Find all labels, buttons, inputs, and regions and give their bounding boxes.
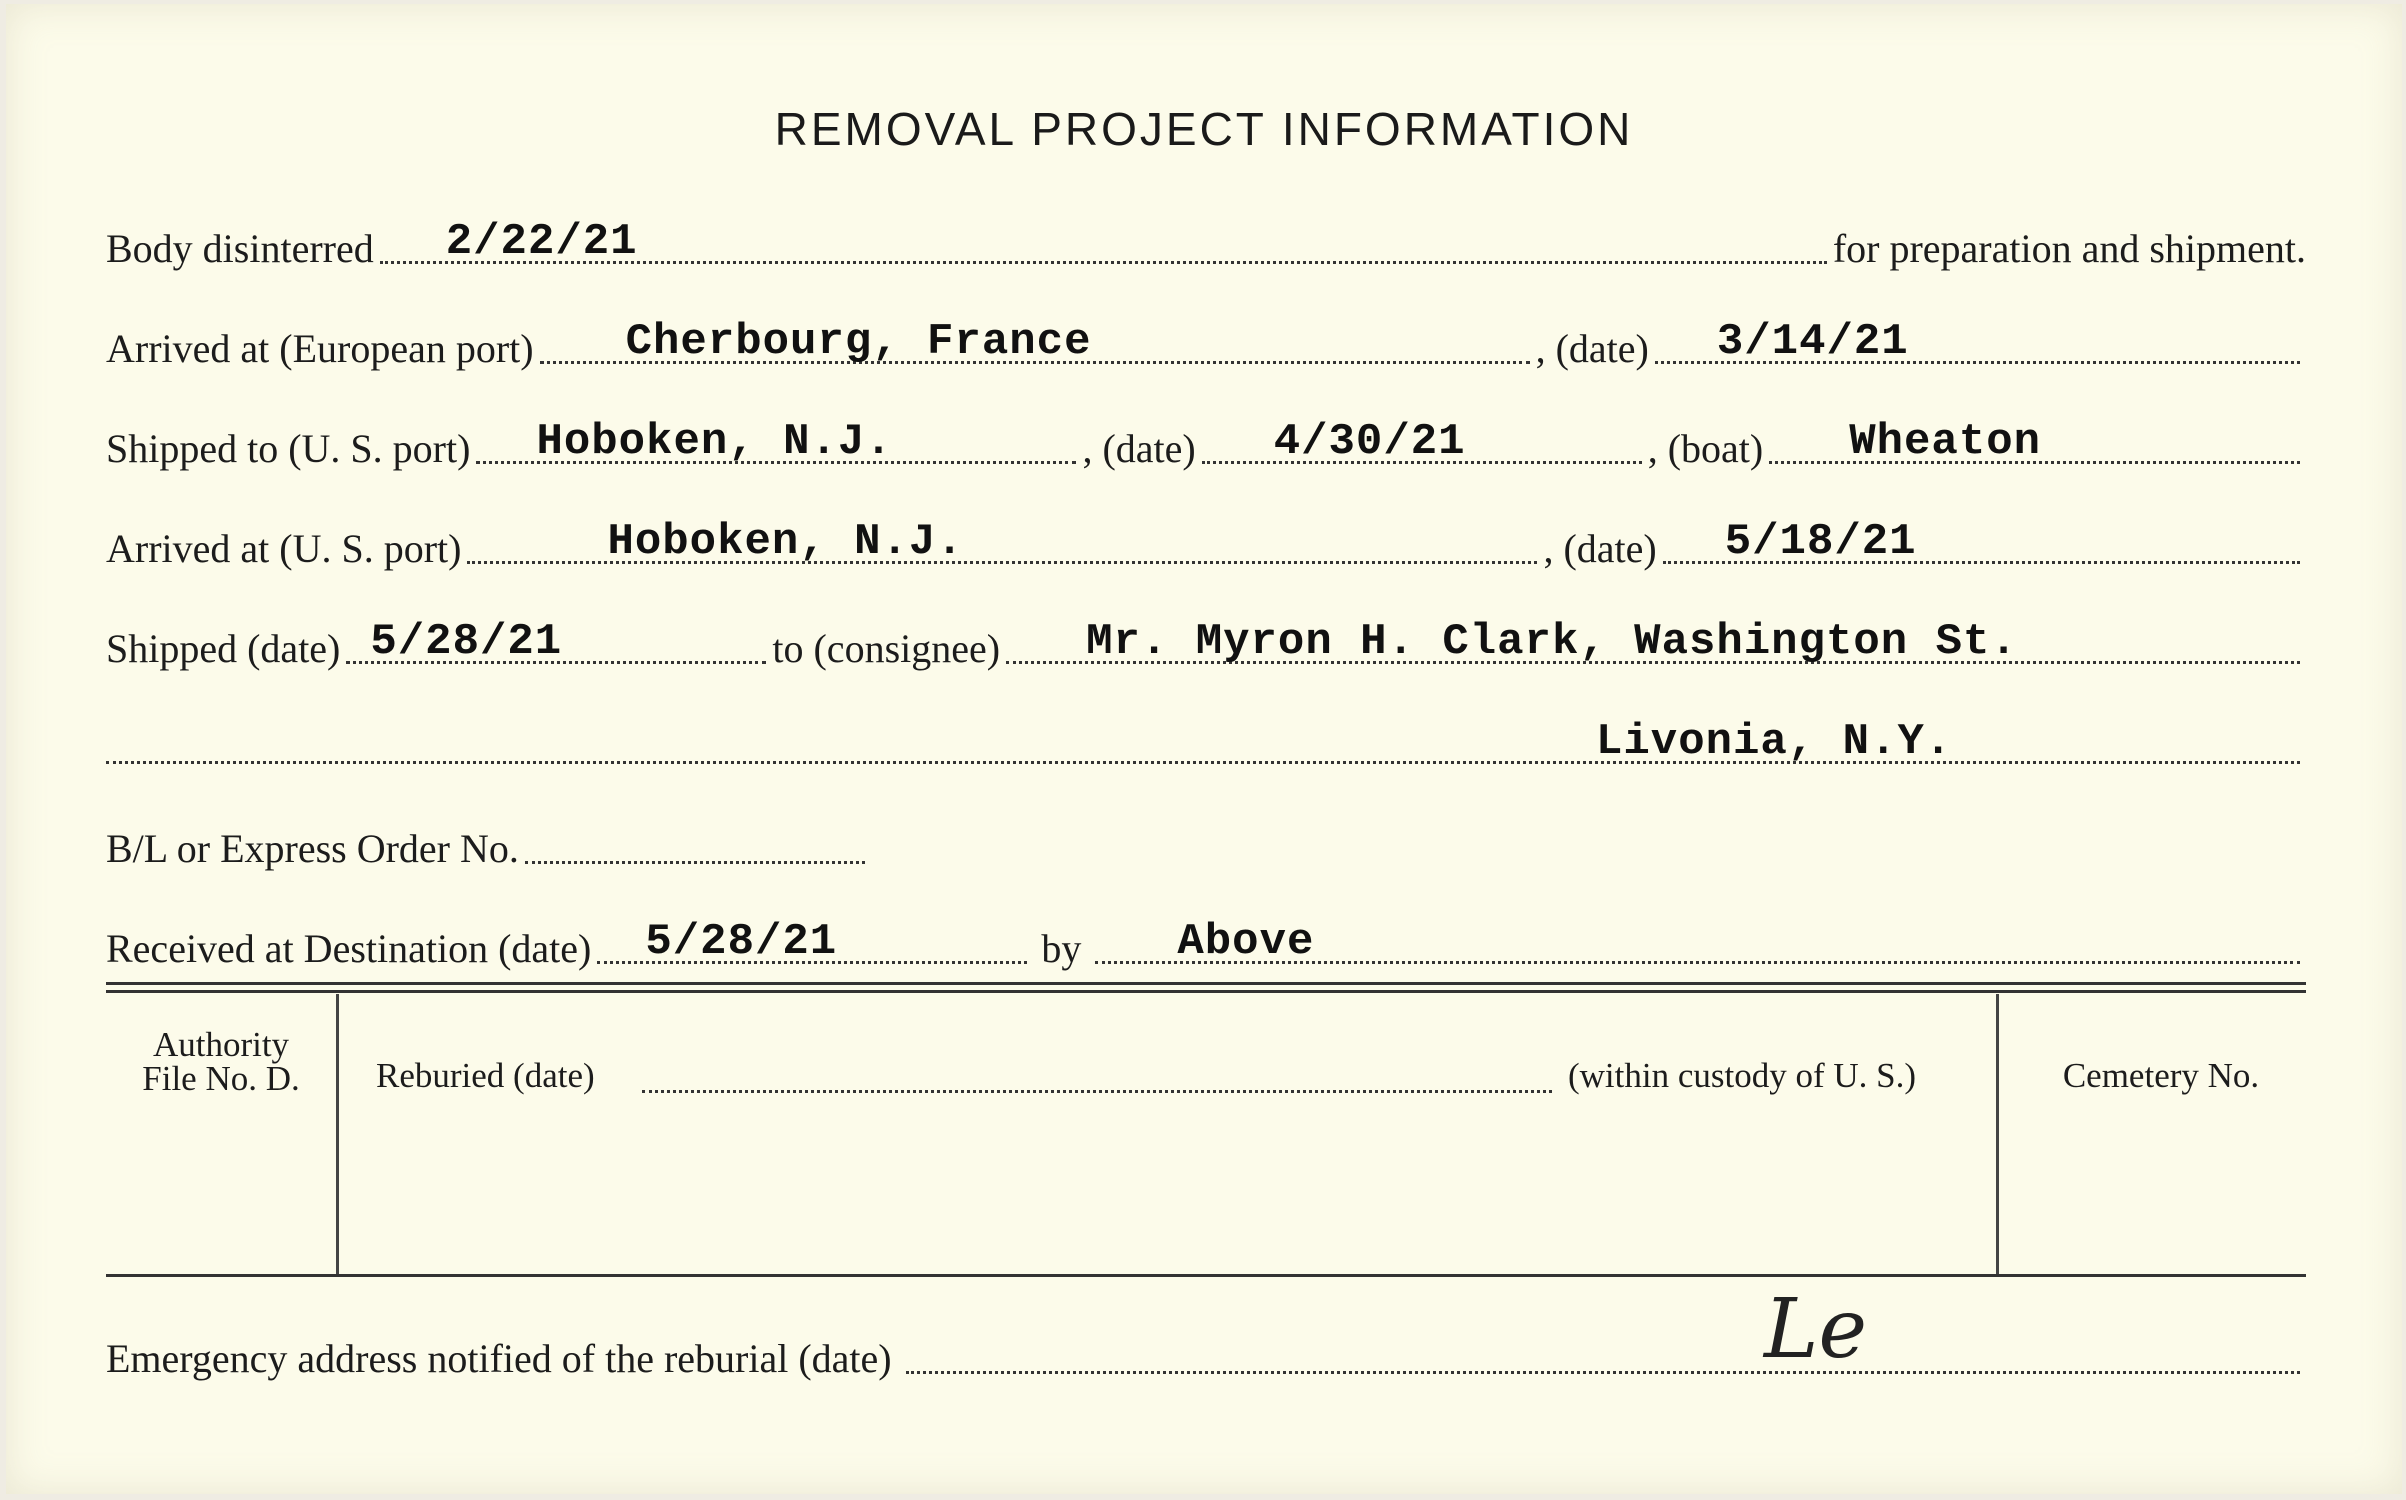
- arrived-european-port-value: Cherbourg, France: [625, 317, 1092, 367]
- received-date-value: 5/28/21: [645, 917, 838, 967]
- consignee-value-line1: Mr. Myron H. Clark, Washington St.: [1086, 617, 2018, 667]
- table-top-rule-2: [106, 990, 2306, 993]
- consignee-field-line1: [1006, 613, 2300, 667]
- table-top-rule-1: [106, 982, 2306, 985]
- custody-label: (within custody of U. S.): [1568, 1056, 1917, 1095]
- received-by-field: [1095, 913, 2300, 967]
- shipped-us-row: [106, 412, 2306, 472]
- table-bottom-rule: [106, 1274, 2306, 1277]
- card-title: REMOVAL PROJECT INFORMATION: [774, 103, 1634, 155]
- arrived-european-date-value: 3/14/21: [1716, 317, 1909, 367]
- shipped-date-field: [346, 613, 766, 667]
- received-by-value: Above: [1177, 917, 1315, 967]
- consignee-field-line2: [106, 713, 2300, 767]
- shipped-us-port-field: [476, 413, 1076, 467]
- arrived-european-port-field: [540, 313, 1530, 367]
- arrived-us-row: [106, 512, 2306, 572]
- arrived-us-port-value: Hoboken, N.J.: [607, 517, 964, 567]
- received-row: [106, 912, 2306, 972]
- consignee-continuation-row: [106, 712, 2306, 772]
- arrived-us-port-field: [467, 513, 1537, 567]
- shipped-us-date-value: 4/30/21: [1273, 417, 1466, 467]
- arrived-us-date-label: , (date): [1543, 526, 1657, 571]
- received-date-field: [597, 913, 1027, 967]
- shipped-us-boat-label: , (boat): [1647, 426, 1764, 471]
- body-disinterred-row: [106, 212, 2306, 272]
- body-disinterred-value: 2/22/21: [445, 217, 638, 267]
- arrived-us-date-value: 5/18/21: [1724, 517, 1917, 567]
- table-divider-right: [1996, 994, 1999, 1274]
- shipped-date-label: Shipped (date): [106, 626, 341, 671]
- reburied-date-label: Reburied (date): [376, 1056, 595, 1095]
- emergency-date-field: [906, 1323, 2300, 1374]
- body-disinterred-label: Body disinterred: [106, 226, 374, 271]
- cemetery-no-label: Cemetery No.: [2062, 1056, 2260, 1095]
- emergency-label: Emergency address notified of the reburial (date): [106, 1336, 892, 1381]
- arrived-us-date-field: [1663, 513, 2300, 567]
- received-by-label: by: [1041, 926, 1082, 971]
- bl-order-label: B/L or Express Order No.: [106, 826, 519, 871]
- clerk-initials-handwritten: Le: [1764, 1282, 1867, 1377]
- shipped-date-value: 5/28/21: [370, 617, 563, 667]
- emergency-row: [106, 1322, 2306, 1382]
- body-disinterred-suffix: for preparation and shipment.: [1832, 226, 2306, 271]
- arrived-european-date-label: , (date): [1535, 326, 1649, 371]
- authority-file-cell: [116, 1025, 326, 1098]
- bl-order-row: [106, 812, 2306, 872]
- shipped-us-date-field: [1202, 413, 1642, 467]
- received-date-label: Received at Destination (date): [106, 926, 592, 971]
- file-no-label: File No. D.: [142, 1059, 300, 1098]
- arrived-european-row: [106, 312, 2306, 372]
- shipped-us-boat-value: Wheaton: [1849, 417, 2042, 467]
- shipped-us-label: Shipped to (U. S. port): [106, 426, 471, 471]
- arrived-european-date-field: [1655, 313, 2300, 367]
- record-card: [6, 4, 2402, 1494]
- arrived-european-label: Arrived at (European port): [106, 326, 534, 371]
- table-divider-left: [336, 994, 339, 1274]
- arrived-us-label: Arrived at (U. S. port): [106, 526, 462, 571]
- consignee-label: to (consignee): [772, 626, 1001, 671]
- shipped-row: [106, 612, 2306, 672]
- reburied-date-field: [642, 1090, 1552, 1093]
- authority-label: Authority: [152, 1025, 290, 1064]
- shipped-us-port-value: Hoboken, N.J.: [536, 417, 893, 467]
- bl-order-field: [525, 813, 865, 864]
- shipped-us-date-label: , (date): [1082, 426, 1196, 471]
- shipped-us-boat-field: [1769, 413, 2300, 467]
- consignee-value-line2: Livonia, N.Y.: [1596, 717, 1953, 767]
- body-disinterred-field: [380, 213, 1827, 267]
